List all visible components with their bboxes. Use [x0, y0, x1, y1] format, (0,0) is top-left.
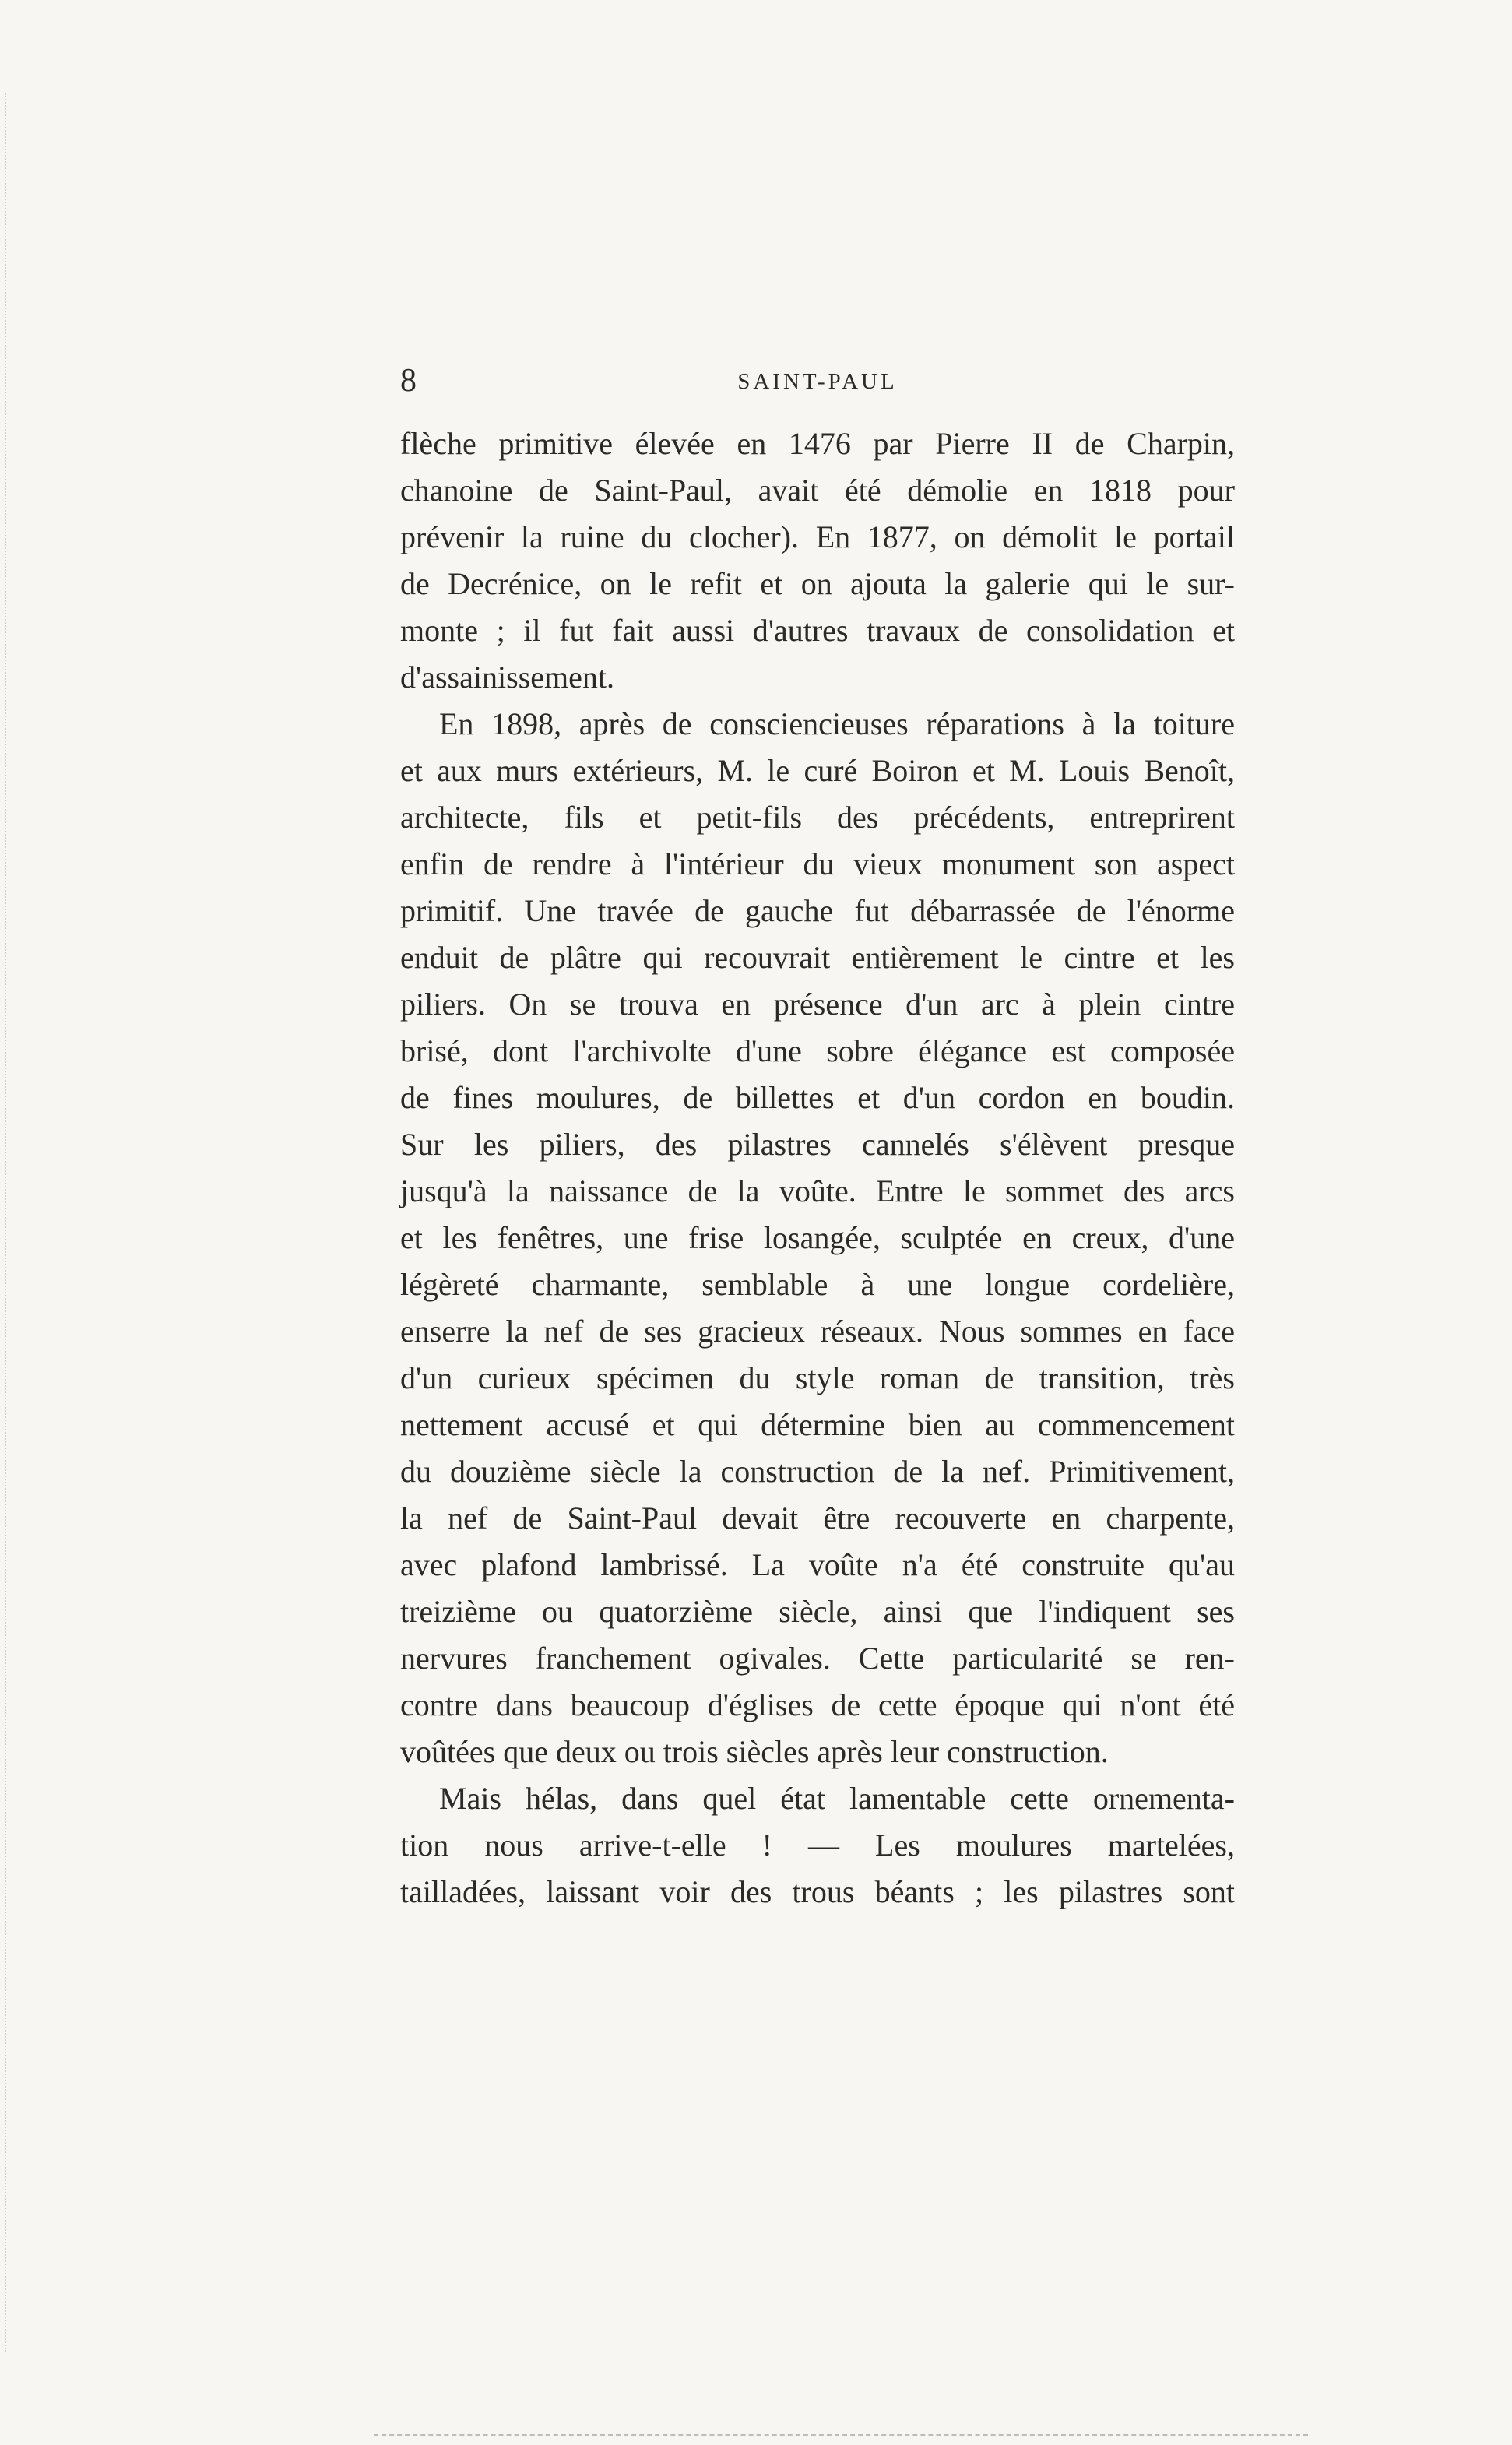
- paragraph-1: [400, 420, 1235, 701]
- text-line: de Decrénice, on le refit et on ajouta la galerie qui le sur-: [400, 566, 1235, 601]
- text-line: nettement accusé et qui détermine bien au commencement: [400, 1407, 1235, 1442]
- text-line: prévenir la ruine du clocher). En 1877, on démolit le portail: [400, 519, 1235, 554]
- text-line: avec plafond lambrissé. La voûte n'a été construite qu'au: [400, 1547, 1235, 1582]
- text-line: primitif. Une travée de gauche fut débarrassée de l'énorme: [400, 893, 1235, 928]
- text-line: architecte, fils et petit-fils des précédents, entreprirent: [400, 800, 1235, 835]
- text-line: contre dans beaucoup d'églises de cette époque qui n'ont été: [400, 1687, 1235, 1722]
- text-line: d'un curieux spécimen du style roman de transition, très: [400, 1360, 1235, 1395]
- body-text: [400, 420, 1235, 1916]
- text-line: flèche primitive élevée en 1476 par Pierre II de Charpin,: [400, 426, 1235, 461]
- page-bottom-edge: [374, 2434, 1308, 2436]
- text-line: nervures franchement ogivales. Cette particularité se ren-: [400, 1641, 1235, 1676]
- text-line: jusqu'à la naissance de la voûte. Entre le sommet des arcs: [400, 1173, 1235, 1208]
- paragraph-3: [400, 1775, 1235, 1916]
- text-line: voûtées que deux ou trois siècles après leur construction.: [400, 1734, 1109, 1769]
- page-number: 8: [400, 363, 417, 399]
- text-line: enserre la nef de ses gracieux réseaux. Nous sommes en face: [400, 1314, 1235, 1349]
- text-line: et les fenêtres, une frise losangée, sculptée en creux, d'une: [400, 1220, 1235, 1255]
- paragraph-2: [400, 701, 1235, 1775]
- text-line: tailladées, laissant voir des trous béants ; les pilastres sont: [400, 1874, 1235, 1909]
- text-line: enfin de rendre à l'intérieur du vieux monument son aspect: [400, 846, 1235, 881]
- text-line: Mais hélas, dans quel état lamentable cette ornementa-: [439, 1781, 1235, 1816]
- text-line: légèreté charmante, semblable à une longue cordelière,: [400, 1267, 1235, 1302]
- text-line: treizième ou quatorzième siècle, ainsi que l'indiquent ses: [400, 1594, 1235, 1629]
- running-title: SAINT-PAUL: [737, 369, 898, 394]
- text-line: de fines moulures, de billettes et d'un cordon en boudin.: [400, 1080, 1235, 1115]
- text-line: Sur les piliers, des pilastres cannelés s'élèvent presque: [400, 1127, 1235, 1162]
- text-line: tion nous arrive-t-elle ! — Les moulures martelées,: [400, 1828, 1235, 1863]
- text-line: brisé, dont l'archivolte d'une sobre élégance est composée: [400, 1033, 1235, 1068]
- page-header: [400, 361, 1235, 400]
- text-line: et aux murs extérieurs, M. le curé Boiron et M. Louis Benoît,: [400, 753, 1235, 788]
- text-line: du douzième siècle la construction de la nef. Primitivement,: [400, 1454, 1235, 1489]
- text-line: la nef de Saint-Paul devait être recouverte en charpente,: [400, 1500, 1235, 1536]
- text-line: monte ; il fut fait aussi d'autres travaux de consolidation et: [400, 613, 1235, 648]
- text-line: chanoine de Saint-Paul, avait été démolie en 1818 pour: [400, 473, 1235, 508]
- text-line: piliers. On se trouva en présence d'un arc à plein cintre: [400, 987, 1235, 1022]
- text-line: d'assainissement.: [400, 660, 614, 695]
- text-line: enduit de plâtre qui recouvrait entièrement le cintre et les: [400, 940, 1235, 975]
- page-left-edge: [5, 93, 9, 2352]
- text-line: En 1898, après de consciencieuses réparations à la toiture: [439, 706, 1235, 741]
